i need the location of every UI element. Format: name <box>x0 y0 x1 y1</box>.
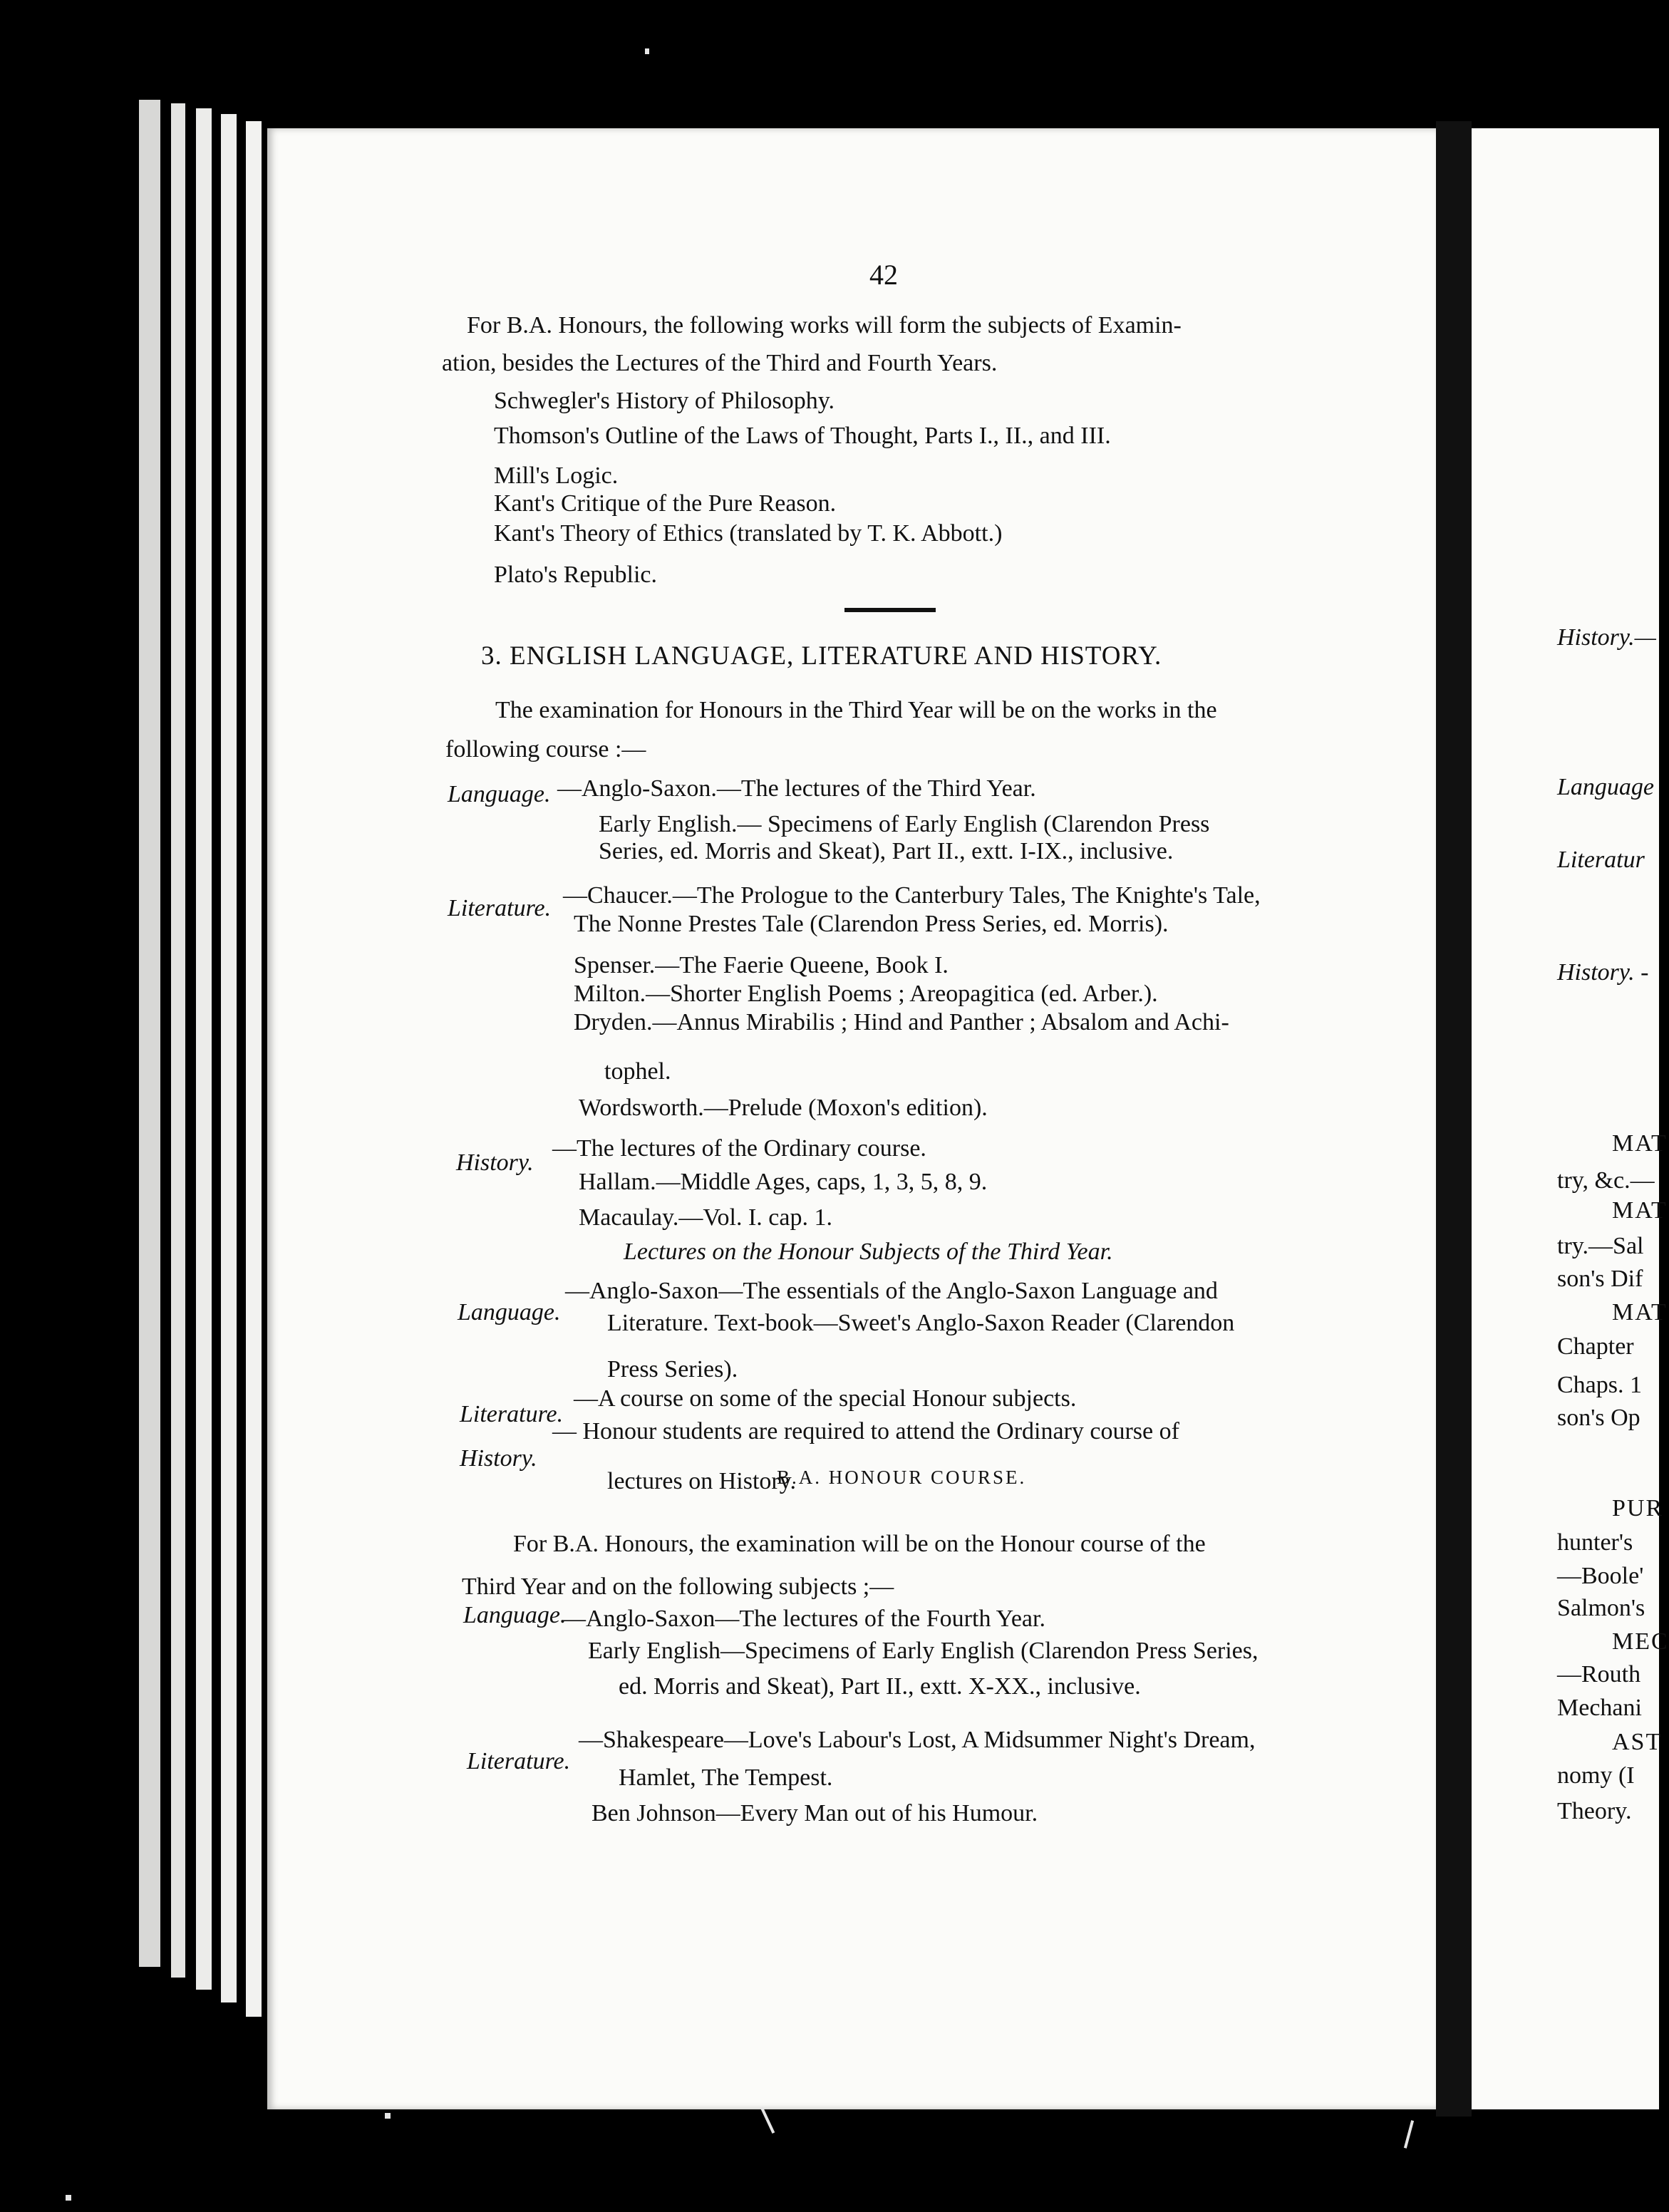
history-label: History. <box>456 1149 534 1176</box>
course-line: ed. Morris and Skeat), Part II., extt. X-XX., inclusive. <box>619 1673 1141 1700</box>
right-page-fragment: Literatur <box>1557 847 1645 873</box>
right-page-fragment: Theory. <box>1557 1798 1632 1824</box>
course-line: Milton.—Shorter English Poems ; Areopagitica (ed. Arber.). <box>574 981 1158 1007</box>
page-edge <box>221 114 237 2002</box>
right-page-fragment: try, &c.— <box>1557 1167 1655 1194</box>
scan-speck <box>760 2107 775 2134</box>
page-edge <box>246 121 262 2017</box>
right-page-fragment: Salmon's <box>1557 1595 1645 1621</box>
right-page-fragment: Mechani <box>1557 1695 1642 1721</box>
right-page-fragment: MEC <box>1612 1628 1669 1655</box>
course-line: Hamlet, The Tempest. <box>619 1764 833 1791</box>
intro-line: For B.A. Honours, the following works will form the subjects of Examin- <box>467 312 1182 338</box>
history-label: History. <box>460 1445 537 1472</box>
course-line: Literature. Text-book—Sweet's Anglo-Saxon Reader (Clarendon <box>607 1310 1235 1336</box>
right-page-fragment: —Boole' <box>1557 1563 1644 1589</box>
section-heading: 3. ENGLISH LANGUAGE, LITERATURE AND HISTORY. <box>481 641 1162 671</box>
reading-list-item: Mill's Logic. <box>494 462 619 489</box>
course-line: —Shakespeare—Love's Labour's Lost, A Midsummer Night's Dream, <box>579 1727 1256 1753</box>
right-page-fragment: MAT <box>1612 1197 1668 1224</box>
right-page-fragment: nomy (I <box>1557 1762 1635 1789</box>
scan-speck <box>66 2195 71 2201</box>
course-line: —The lectures of the Ordinary course. <box>552 1135 926 1162</box>
course-line: —Anglo-Saxon—The essentials of the Anglo-Saxon Language and <box>565 1278 1218 1304</box>
course-line: Press Series). <box>607 1356 738 1382</box>
course-line: Macaulay.—Vol. I. cap. 1. <box>579 1204 832 1231</box>
right-page-fragment: PUR <box>1612 1495 1664 1521</box>
right-page-fragment: Language <box>1557 774 1654 800</box>
book-spine <box>1436 121 1472 2117</box>
page-edge <box>171 103 185 1978</box>
course-line: Hallam.—Middle Ages, caps, 1, 3, 5, 8, 9. <box>579 1169 988 1195</box>
reading-list-item: Thomson's Outline of the Laws of Thought, Parts I., II., and III. <box>494 423 1111 449</box>
section-divider <box>844 608 936 612</box>
literature-label: Literature. <box>448 895 552 921</box>
page-edge <box>196 108 212 1990</box>
right-page-fragment: Chaps. 1 <box>1557 1372 1642 1398</box>
language-label: Language. <box>448 781 551 807</box>
reading-list-item: Schwegler's History of Philosophy. <box>494 388 835 414</box>
right-page-fragment: AST <box>1612 1729 1663 1755</box>
lectures-heading: Lectures on the Honour Subjects of the Third Year. <box>624 1239 1113 1265</box>
course-line: Series, ed. Morris and Skeat), Part II., extt. I-IX., inclusive. <box>599 838 1174 864</box>
right-page-fragment: hunter's <box>1557 1529 1633 1556</box>
page-number: 42 <box>869 259 898 291</box>
course-line: Early English—Specimens of Early English (Clarendon Press Series, <box>588 1638 1259 1664</box>
course-line: tophel. <box>604 1058 671 1085</box>
third-year-intro: The examination for Honours in the Third Year will be on the works in the <box>495 697 1217 723</box>
ba-heading: B.A. HONOUR COURSE. <box>777 1467 1027 1488</box>
right-page-fragment: son's Dif <box>1557 1266 1643 1292</box>
page-edge <box>139 100 160 1967</box>
ba-intro: For B.A. Honours, the examination will be on the Honour course of the <box>513 1531 1206 1557</box>
reading-list-item: Plato's Republic. <box>494 562 658 588</box>
right-page-fragment: —Routh <box>1557 1661 1641 1688</box>
course-line: —A course on some of the special Honour subjects. <box>574 1385 1077 1412</box>
ba-intro: Third Year and on the following subjects ;— <box>462 1573 894 1600</box>
scan-speck <box>1404 2120 1414 2149</box>
reading-list-item: Kant's Critique of the Pure Reason. <box>494 490 837 517</box>
course-line: —Anglo-Saxon—The lectures of the Fourth Year. <box>562 1606 1045 1632</box>
scan-speck <box>645 48 649 54</box>
scan-speck <box>385 2113 391 2119</box>
course-line: The Nonne Prestes Tale (Clarendon Press Series, ed. Morris). <box>574 911 1169 937</box>
right-page-fragment: son's Op <box>1557 1405 1640 1431</box>
course-line: Wordsworth.—Prelude (Moxon's edition). <box>579 1095 988 1121</box>
intro-line: ation, besides the Lectures of the Third and Fourth Years. <box>442 350 998 376</box>
right-page-fragment: MAT <box>1612 1299 1668 1325</box>
literature-label: Literature. <box>460 1401 564 1427</box>
reading-list-item: Kant's Theory of Ethics (translated by T. K. Abbott.) <box>494 520 1003 547</box>
course-line: —Anglo-Saxon.—The lectures of the Third Year. <box>557 775 1036 802</box>
course-line: —Chaucer.—The Prologue to the Canterbury Tales, The Knighte's Tale, <box>563 882 1261 909</box>
language-label: Language. <box>463 1602 567 1628</box>
right-page-fragment: History.— <box>1557 624 1656 651</box>
right-page-fragment: History. - <box>1557 959 1649 986</box>
course-line: Early English.— Specimens of Early English (Clarendon Press <box>599 811 1210 837</box>
right-page-fragment: MAT <box>1612 1130 1668 1157</box>
course-line: Dryden.—Annus Mirabilis ; Hind and Panther ; Absalom and Achi- <box>574 1009 1229 1035</box>
language-label: Language. <box>458 1299 561 1325</box>
third-year-intro: following course :— <box>445 736 646 763</box>
course-line: Spenser.—The Faerie Queene, Book I. <box>574 952 949 978</box>
course-line: — Honour students are required to attend the Ordinary course of <box>552 1418 1179 1444</box>
course-line: lectures on History. <box>607 1468 797 1494</box>
right-page-fragment: try.—Sal <box>1557 1233 1644 1259</box>
course-line: Ben Johnson—Every Man out of his Humour. <box>591 1800 1038 1826</box>
right-page-fragment: Chapter <box>1557 1333 1634 1360</box>
literature-label: Literature. <box>467 1748 571 1774</box>
